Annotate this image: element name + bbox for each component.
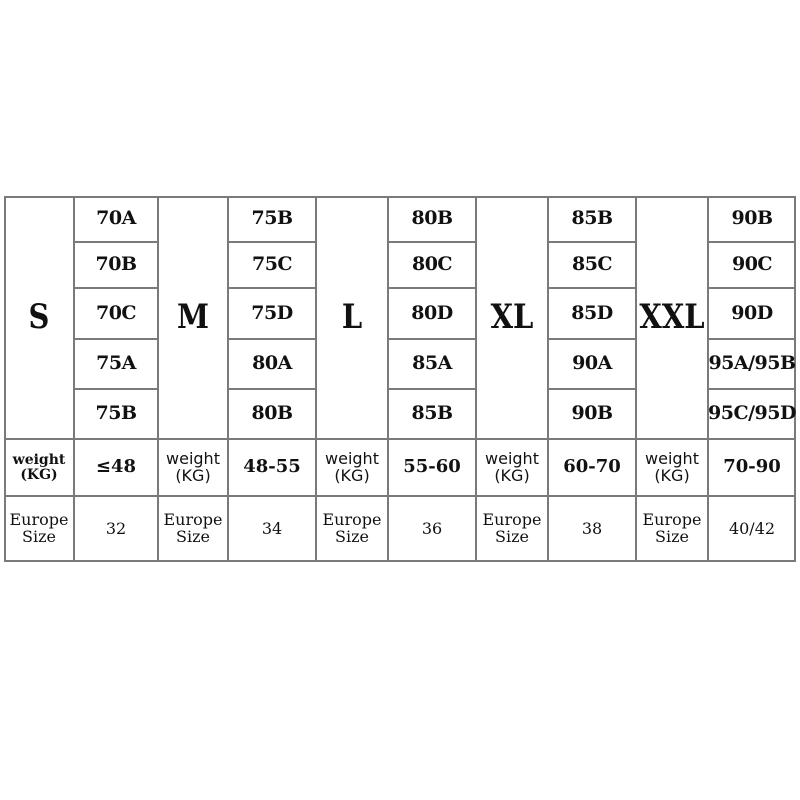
europe-label-line1: Europe [642, 510, 702, 530]
europe-size-label [316, 496, 388, 562]
weight-label-line2: (KG) [654, 465, 690, 485]
europe-size-label [476, 496, 548, 562]
weight-value-text: 48-55 [243, 456, 301, 478]
cup-size-text: 95A/95B [708, 352, 796, 375]
europe-size-label [158, 496, 228, 562]
cup-size-cell [228, 288, 316, 339]
weight-value [74, 439, 158, 496]
cup-size-cell [548, 389, 636, 439]
weight-label-line1: weight [166, 448, 220, 468]
europe-value-text: 38 [581, 518, 603, 538]
cup-size-cell [74, 196, 158, 242]
europe-label-line2: Size [495, 527, 529, 546]
weight-label [636, 439, 708, 496]
europe-label-line1: Europe [322, 510, 382, 530]
cup-size-text: 95C/95D [708, 402, 796, 425]
europe-value-text: 32 [105, 518, 127, 538]
cup-size-text: 80B [411, 207, 453, 230]
size-label-text: M [176, 296, 209, 337]
europe-label-line2: Size [655, 527, 689, 546]
cup-size-cell [228, 196, 316, 242]
weight-value-text: 70-90 [723, 456, 781, 478]
size-label-s [9, 196, 69, 439]
cup-size-cell [228, 389, 316, 439]
weight-value [228, 439, 316, 496]
europe-size-label [4, 496, 74, 562]
cup-size-cell [388, 389, 476, 439]
weight-label-line2: (KG) [334, 465, 370, 485]
cup-size-cell [708, 242, 796, 288]
cup-size-text: 85B [571, 207, 613, 230]
weight-label [4, 439, 74, 496]
weight-label [316, 439, 388, 496]
cup-size-text: 85C [571, 253, 613, 276]
weight-value [708, 439, 796, 496]
cup-size-text: 90B [731, 207, 773, 230]
weight-label-line1: weight [485, 448, 539, 468]
weight-value [388, 439, 476, 496]
cup-size-text: 80A [252, 352, 292, 375]
cup-size-text: 80C [411, 253, 453, 276]
cup-size-text: 85B [411, 402, 453, 425]
cup-size-cell [548, 196, 636, 242]
cup-size-cell [388, 339, 476, 389]
cup-size-text: 90D [731, 301, 773, 324]
europe-label-line1: Europe [163, 510, 223, 530]
weight-label-line2: (KG) [494, 465, 530, 485]
cup-size-text: 90A [572, 352, 612, 375]
weight-label-line2: (KG) [175, 465, 211, 485]
weight-label-line2: (KG) [20, 466, 58, 483]
europe-label-line1: Europe [9, 510, 69, 530]
europe-label-line2: Size [176, 527, 210, 546]
cup-size-text: 70B [95, 253, 137, 276]
cup-size-cell [74, 288, 158, 339]
cup-size-text: 75C [251, 253, 293, 276]
size-label-text: L [341, 296, 363, 337]
cup-size-cell [228, 242, 316, 288]
cup-size-cell [548, 288, 636, 339]
weight-label [158, 439, 228, 496]
europe-size-value [548, 496, 636, 562]
size-label-l [321, 196, 382, 439]
size-label-xl [481, 196, 542, 439]
europe-label-line2: Size [335, 527, 369, 546]
weight-value-text: ≤48 [95, 456, 137, 478]
weight-label [476, 439, 548, 496]
cup-size-text: 90C [731, 253, 773, 276]
cup-size-cell [548, 242, 636, 288]
cup-size-cell [388, 196, 476, 242]
cup-size-text: 75B [95, 402, 137, 425]
weight-label-line1: weight [645, 448, 699, 468]
size-label-text: S [28, 296, 50, 337]
cup-size-cell [74, 339, 158, 389]
europe-value-text: 36 [421, 518, 443, 538]
size-label-text: XXL [639, 296, 705, 337]
europe-size-value [388, 496, 476, 562]
weight-value [548, 439, 636, 496]
weight-value-text: 55-60 [403, 456, 461, 478]
cup-size-cell [388, 288, 476, 339]
europe-size-value [74, 496, 158, 562]
europe-label-line2: Size [22, 527, 56, 546]
weight-label-line1: weight [12, 451, 66, 468]
cup-size-cell [388, 242, 476, 288]
cup-size-text: 85A [412, 352, 452, 375]
europe-size-label [636, 496, 708, 562]
weight-label-line1: weight [325, 448, 379, 468]
size-chart-table [4, 196, 796, 562]
europe-value-text: 34 [261, 518, 283, 538]
cup-size-text: 70C [95, 301, 137, 324]
cup-size-cell [708, 339, 796, 389]
cup-size-cell [548, 339, 636, 389]
europe-value-text: 40/42 [728, 518, 776, 538]
europe-label-line1: Europe [482, 510, 542, 530]
size-label-text: XL [490, 296, 534, 337]
cup-size-cell [708, 288, 796, 339]
size-label-m [163, 196, 223, 439]
cup-size-text: 85D [571, 301, 613, 324]
size-label-xxl [639, 196, 705, 439]
cup-size-text: 80B [251, 402, 293, 425]
weight-value-text: 60-70 [563, 456, 621, 478]
europe-size-value [708, 496, 796, 562]
cup-size-text: 75D [251, 301, 293, 324]
cup-size-cell [708, 196, 796, 242]
cup-size-text: 80D [411, 301, 453, 324]
cup-size-text: 75A [96, 352, 136, 375]
cup-size-cell [74, 242, 158, 288]
cup-size-cell [228, 339, 316, 389]
europe-size-value [228, 496, 316, 562]
cup-size-cell [708, 389, 796, 439]
cup-size-cell [74, 389, 158, 439]
cup-size-text: 90B [571, 402, 613, 425]
cup-size-text: 70A [96, 207, 136, 230]
cup-size-text: 75B [251, 207, 293, 230]
